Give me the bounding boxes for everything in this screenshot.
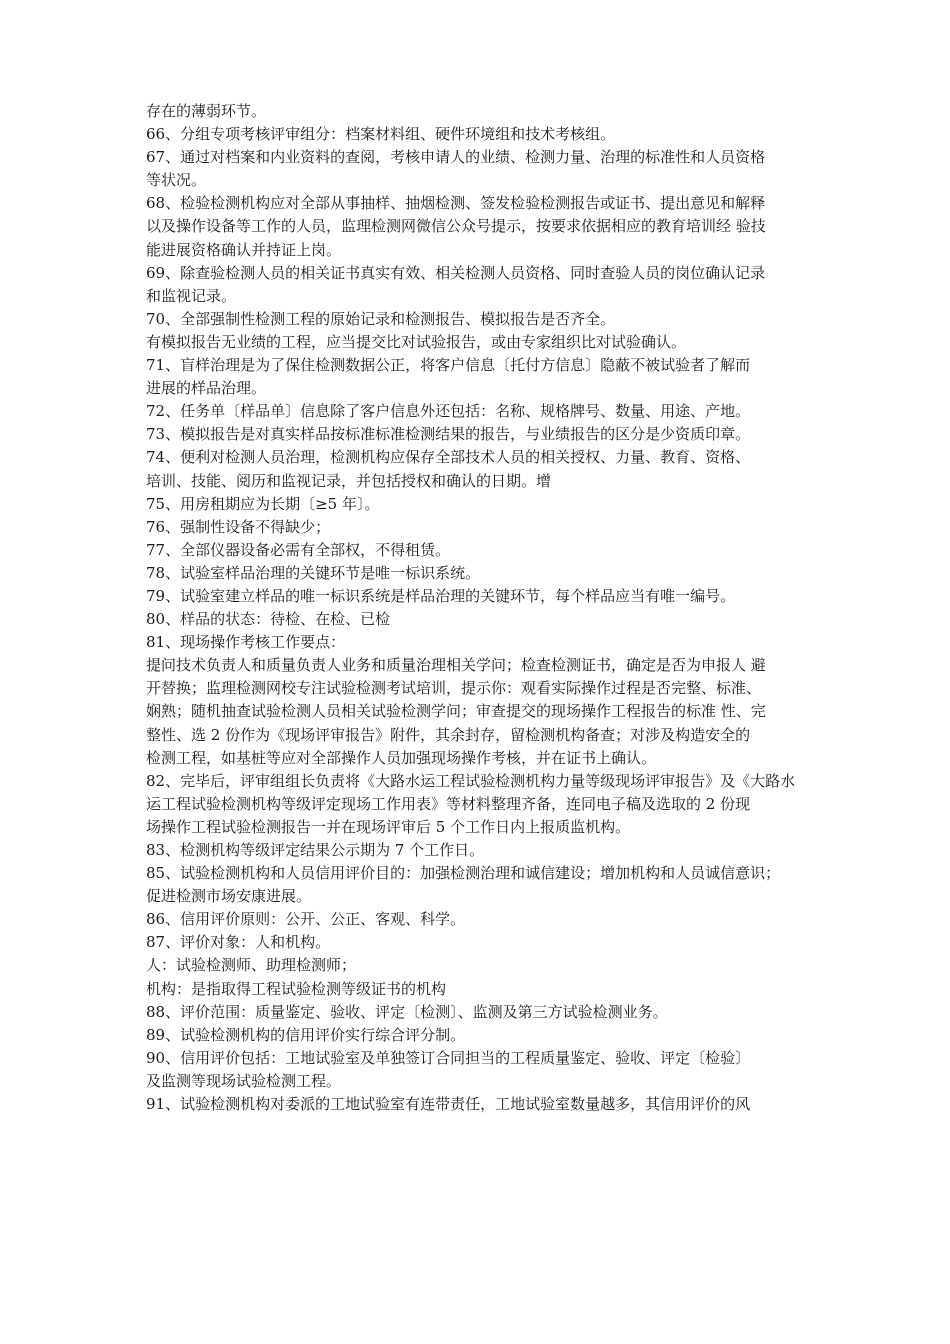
text-line: 开替换；监理检测网校专注试验检测考试培训，提示你：观看实际操作过程是否完整、标准、 xyxy=(146,679,762,698)
text-line: 娴熟；随机抽查试验检测人员相关试验检测学问；审查提交的现场操作工程报告的标准 性、完 xyxy=(146,702,766,721)
text-line: 68、检验检测机构应对全部从事抽样、抽烟检测、签发检验检测报告或证书、提出意见和解释 xyxy=(146,194,766,213)
text-line: 73、模拟报告是对真实样品按标准标准检测结果的报告，与业绩报告的区分是少资质印章。 xyxy=(146,425,751,444)
text-line: 78、试验室样品治理的关键环节是唯一标识系统。 xyxy=(146,563,481,582)
text-line: 85、试验检测机构和人员信用评价目的：加强检测治理和诚信建设；增加机构和人员诚信意识； xyxy=(146,864,781,883)
text-line: 76、强制性设备不得缺少； xyxy=(146,517,331,536)
text-line: 培训、技能、阅历和监视记录，并包括授权和确认的日期。增 xyxy=(146,471,552,490)
text-line: 75、用房租期应为长期〔≥5 年〕。 xyxy=(146,494,380,513)
text-line: 83、检测机构等级评定结果公示期为 7 个工作日。 xyxy=(146,841,485,859)
text-line: 促进检测市场安康进展。 xyxy=(146,887,312,906)
document-page xyxy=(146,100,826,1116)
text-line: 以及操作设备等工作的人员，监理检测网微信公众号提示，按要求依据相应的教育培训经 验技 xyxy=(146,217,766,236)
text-line: 80、样品的状态：待检、在检、已检 xyxy=(146,610,391,629)
text-line: 86、信用评价原则：公开、公正、客观、科学。 xyxy=(146,910,466,929)
text-line: 79、试验室建立样品的唯一标识系统是样品治理的关键环节，每个样品应当有唯一编号。 xyxy=(146,586,736,605)
text-line: 70、全部强制性检测工程的原始记录和检测报告、模拟报告是否齐全。 xyxy=(146,309,616,328)
text-line: 等状况。 xyxy=(146,171,207,190)
text-line: 能进展资格确认并持证上岗。 xyxy=(146,240,342,259)
text-line: 72、任务单〔样品单〕信息除了客户信息外还包括：名称、规格牌号、数量、用途、产地。 xyxy=(146,402,751,421)
text-line: 88、评价范围：质量鉴定、验收、评定〔检测〕、监测及第三方试验检测业务。 xyxy=(146,1002,668,1021)
text-line: 运工程试验检测机构等级评定现场工作用表》等材料整理齐备，连同电子稿及选取的 2 份现 xyxy=(146,794,751,813)
text-line: 90、信用评价包括：工地试验室及单独签订合同担当的工程质量鉴定、验收、评定〔检验〕 xyxy=(146,1048,751,1067)
text-line: 存在的薄弱环节。 xyxy=(146,102,267,120)
text-line: 机构：是指取得工程试验检测等级证书的机构 xyxy=(146,979,447,998)
text-line: 81、现场操作考核工作要点： xyxy=(146,633,346,652)
text-line: 87、评价对象：人和机构。 xyxy=(146,933,331,952)
text-line: 检测工程，如基桩等应对全部操作人员加强现场操作考核，并在证书上确认。 xyxy=(146,748,657,767)
text-line: 场操作工程试验检测报告一并在现场评审后 5 个工作日内上报质监机构。 xyxy=(146,817,631,836)
text-line: 91、试验检测机构对委派的工地试验室有连带责任，工地试验室数量越多，其信用评价的风 xyxy=(146,1095,751,1114)
text-line: 77、全部仪器设备必需有全部权，不得租赁。 xyxy=(146,540,451,559)
text-line: 及监测等现场试验检测工程。 xyxy=(146,1071,342,1090)
text-line: 和监视记录。 xyxy=(146,286,237,305)
text-line: 进展的样品治理。 xyxy=(146,379,267,398)
text-line: 82、完毕后，评审组组长负责将《大路水运工程试验检测机构力量等级现场评审报告》及《大路水 xyxy=(146,771,796,790)
text-line: 有模拟报告无业绩的工程，应当提交比对试验报告，或由专家组织比对试验确认。 xyxy=(146,332,687,351)
text-line: 提问技术负责人和质量负责人业务和质量治理相关学问；检查检测证书，确定是否为申报人 避 xyxy=(146,656,766,675)
text-line: 66、分组专项考核评审组分：档案材料组、硬件环境组和技术考核组。 xyxy=(146,125,616,144)
text-line: 69、除查验检测人员的相关证书真实有效、相关检测人员资格、同时查验人员的岗位确认记录 xyxy=(146,263,766,282)
text-line: 71、盲样治理是为了保住检测数据公正，将客户信息〔托付方信息〕隐蔽不被试验者了解而 xyxy=(146,356,751,375)
text-line: 67、通过对档案和内业资料的查阅，考核申请人的业绩、检测力量、治理的标准性和人员资格 xyxy=(146,148,766,167)
text-line: 整性、选 2 份作为《现场评审报告》附件，其余封存，留检测机构备查；对涉及构造安全的 xyxy=(146,725,751,744)
text-line: 74、便利对检测人员治理，检测机构应保存全部技术人员的相关授权、力量、教育、资格、 xyxy=(146,448,751,467)
text-line: 人：试验检测师、助理检测师； xyxy=(146,956,357,975)
text-line: 89、试验检测机构的信用评价实行综合评分制。 xyxy=(146,1025,466,1044)
